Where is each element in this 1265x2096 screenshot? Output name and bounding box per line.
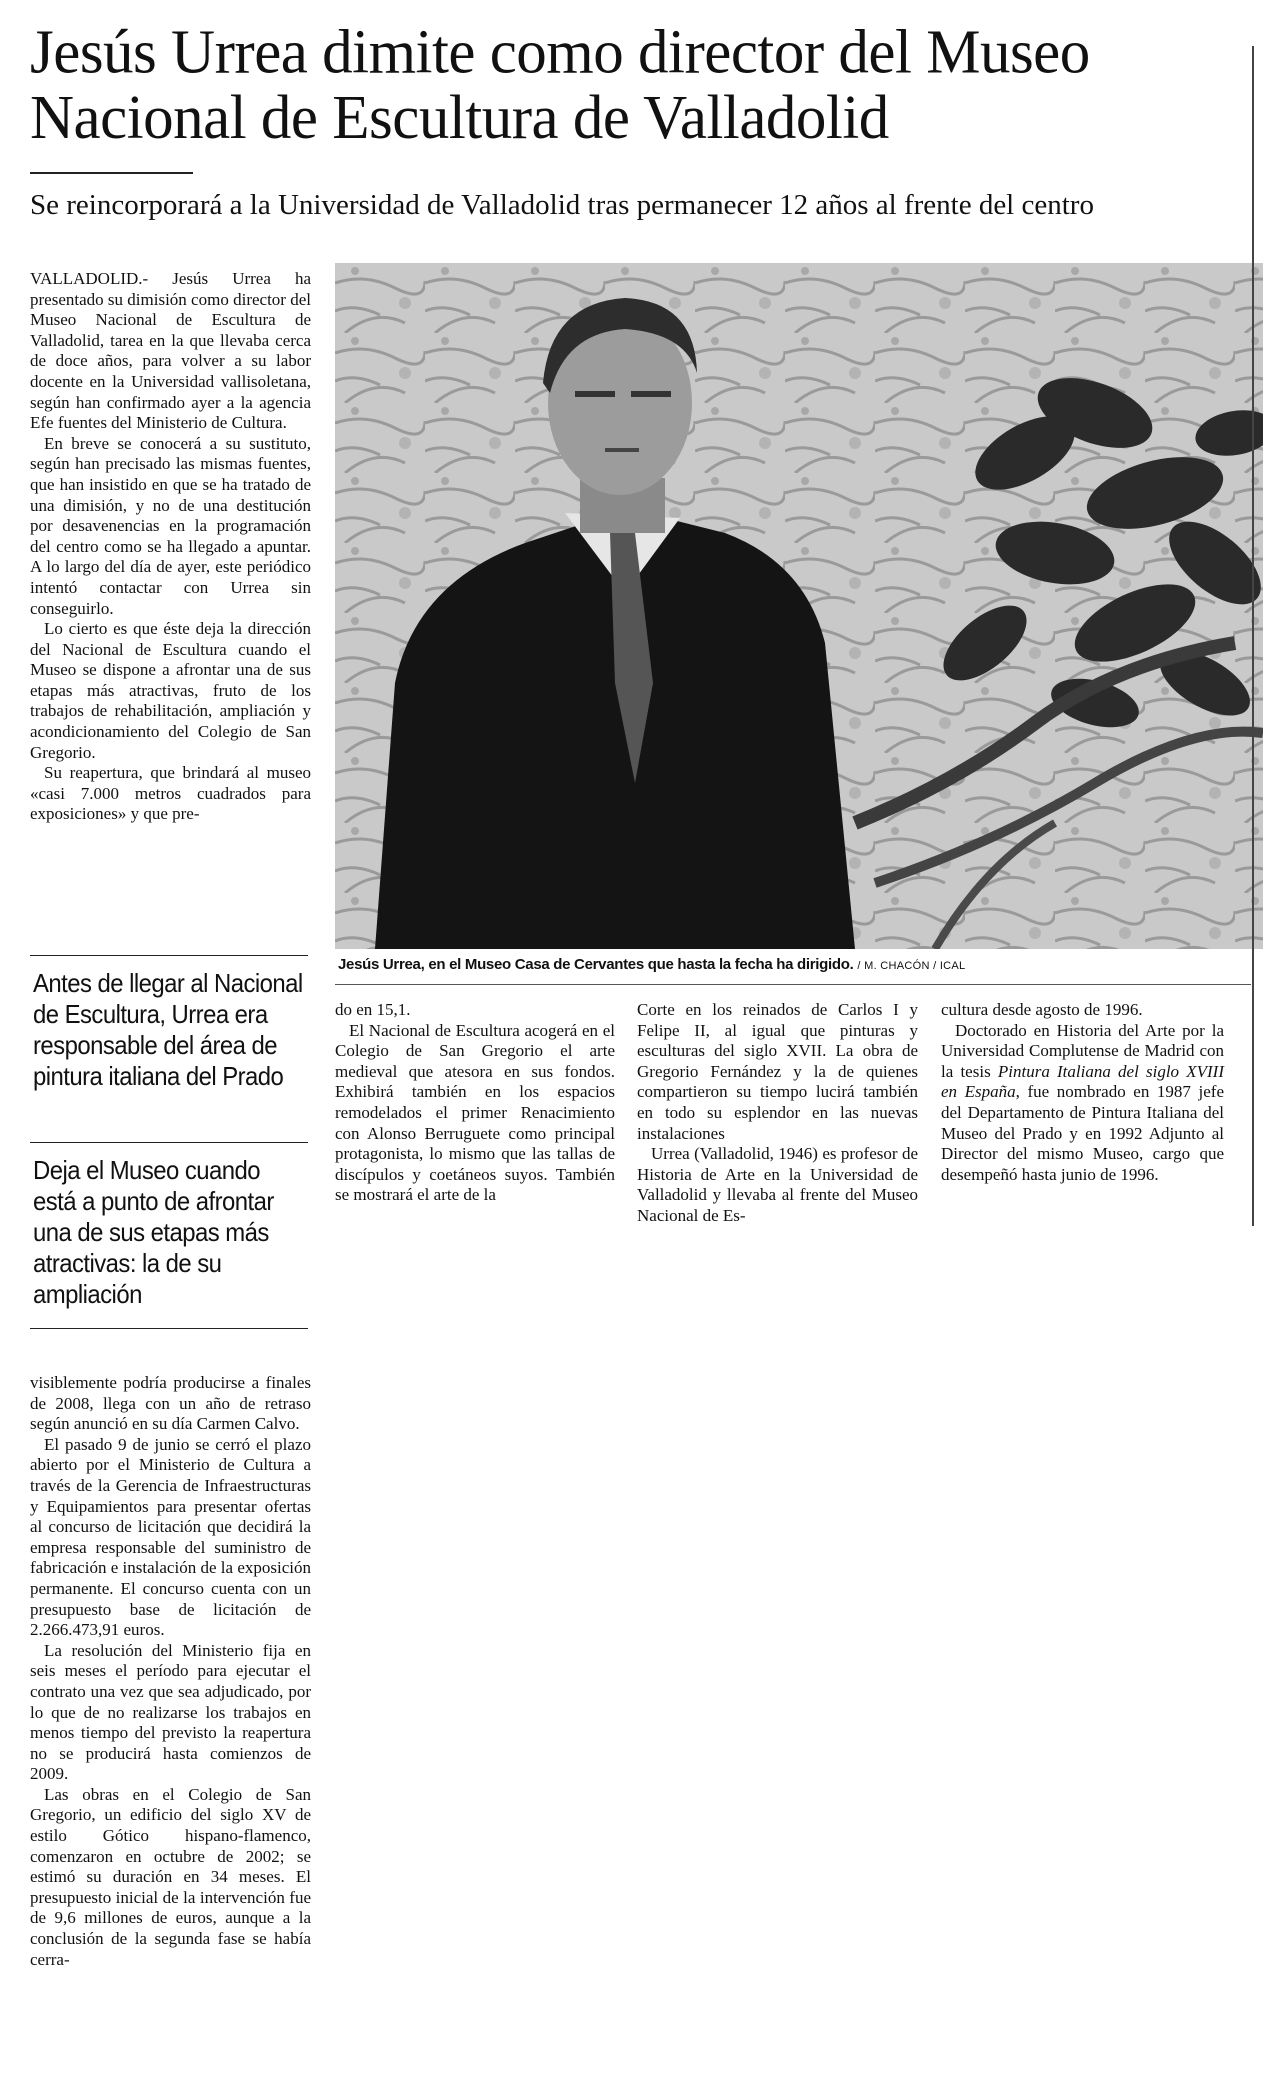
caption-text: Jesús Urrea, en el Museo Casa de Cervantes que hasta la fecha ha dirigido.: [338, 956, 854, 973]
subheadline: Se reincorporará a la Universidad de Valladolid tras permanecer 12 años al frente del centro: [30, 189, 1094, 221]
paragraph: El pasado 9 de junio se cerró el plazo abierto por el Ministerio de Cultura a través de la Gerencia de Infraestructuras y Equipamientos para presentar ofertas al concurso de licitación que decidirá la empresa responsable del suministro de fabricación e instalación de la exposición permanente. El concurso cuenta con un presupuesto base de licitación de 2.266.473,91 euros.: [30, 1434, 311, 1640]
article-column-1: [30, 269, 311, 825]
paragraph: visiblemente podría producirse a finales de 2008, llega con un año de retraso según anunció en su día Carmen Calvo.: [30, 1373, 311, 1434]
paragraph: Doctorado en Historia del Arte por la Universidad Complutense de Madrid con la tesis Pintura Italiana del siglo XVIII en España, fue nombrado en 1987 jefe del Departamento de Pintura Italiana del Museo del Prado y en 1992 Adjunto al Director del mismo Museo, cargo que desempeñó hasta junio de 1996.: [941, 1020, 1224, 1184]
pullquote-1: Antes de llegar al Nacional de Escultura, Urrea era responsable del área de pintura italiana del Prado: [33, 968, 303, 1091]
caption-divider: [335, 984, 1251, 985]
paragraph: La resolución del Ministerio fija en seis meses el período para ejecutar el contrato una vez que sea adjudicado, por lo que de no realizarse los trabajos en menos tiempo del previsto la reapertura no se producirá hasta comienzos de 2009.: [30, 1640, 311, 1784]
photo-illustration: [335, 263, 1263, 949]
headline-divider: [30, 172, 193, 174]
headline-line-2: Nacional de Escultura de Valladolid: [30, 83, 889, 153]
article-column-3: [637, 1000, 918, 1227]
pullquote-2: Deja el Museo cuando está a punto de afrontar una de sus etapas más atractivas: la de su ampliación: [33, 1155, 274, 1309]
photo-caption: [338, 956, 1258, 973]
paragraph: Las obras en el Colegio de San Gregorio, un edificio del siglo XV de estilo Gótico hispano-flamenco, comenzaron en octubre de 2002; se estimó su duración en 34 meses. El presupuesto inicial de la intervención fue de 9,6 millones de euros, aunque a la conclusión de la segunda fase se había cerra-: [30, 1784, 311, 1969]
article-column-4: [941, 1000, 1224, 1185]
pullquote-divider: [30, 1142, 308, 1143]
article-column-1-continued: [30, 1373, 311, 1970]
paragraph: En breve se conocerá a su sustituto, según han precisado las mismas fuentes, que han insistido en que se ha tratado de una dimisión, y no de una destitución por desavenencias en la programación del centro como se ha llegado a apuntar. A lo largo del día de ayer, este periódico intentó contactar con Urrea sin conseguirlo.: [30, 433, 311, 618]
portrait-photo: [335, 263, 1263, 949]
page-edge-rule: [1252, 46, 1254, 1226]
paragraph: Su reapertura, que brindará al museo «casi 7.000 metros cuadrados para exposiciones» y que pre-: [30, 763, 311, 824]
paragraph: VALLADOLID.- Jesús Urrea ha presentado su dimisión como director del Museo Nacional de Escultura de Valladolid, tarea en la que llevaba cerca de doce años, para volver a su labor docente en la Universidad vallisoletana, según han confirmado ayer a la agencia Efe fuentes del Ministerio de Cultura.: [30, 269, 311, 433]
dateline: VALLADOLID.-: [30, 269, 149, 288]
photo-credit: / M. CHACÓN / ICAL: [857, 960, 966, 972]
headline: [30, 18, 1210, 153]
paragraph: Lo cierto es que éste deja la dirección del Nacional de Escultura cuando el Museo se dispone a afrontar una de sus etapas más atractivas, fruto de los trabajos de rehabilitación, ampliación y acondicionamiento del Colegio de San Gregorio.: [30, 619, 311, 762]
paragraph: El Nacional de Escultura acogerá en el Colegio de San Gregorio el arte medieval que atesora en sus fondos. Exhibirá también en los espacios remodelados el primer Renacimiento con Alonso Berruguete como principal protagonista, lo mismo que las tallas de discípulos y coetáneos suyos. También se mostrará el arte de la: [335, 1020, 615, 1205]
pullquote-divider: [30, 955, 308, 956]
paragraph: Corte en los reinados de Carlos I y Felipe II, al igual que pinturas y esculturas del siglo XVII. La obra de Gregorio Fernández y la de quienes compartieron su tiempo lucirá también en todo su esplendor en las nuevas instalaciones: [637, 1000, 918, 1143]
pullquote-divider: [30, 1328, 308, 1329]
paragraph: do en 15,1.: [335, 1000, 411, 1019]
article-column-2: [335, 1000, 615, 1206]
paragraph: cultura desde agosto de 1996.: [941, 1000, 1143, 1019]
thesis-title: Pintura Italiana del siglo XVIII en España: [941, 1061, 1224, 1102]
headline-line-1: Jesús Urrea dimite como director del Museo: [30, 18, 1090, 88]
paragraph: Urrea (Valladolid, 1946) es profesor de Historia de Arte en la Universidad de Valladolid y llevaba al frente del Museo Nacional de Es-: [637, 1144, 918, 1225]
